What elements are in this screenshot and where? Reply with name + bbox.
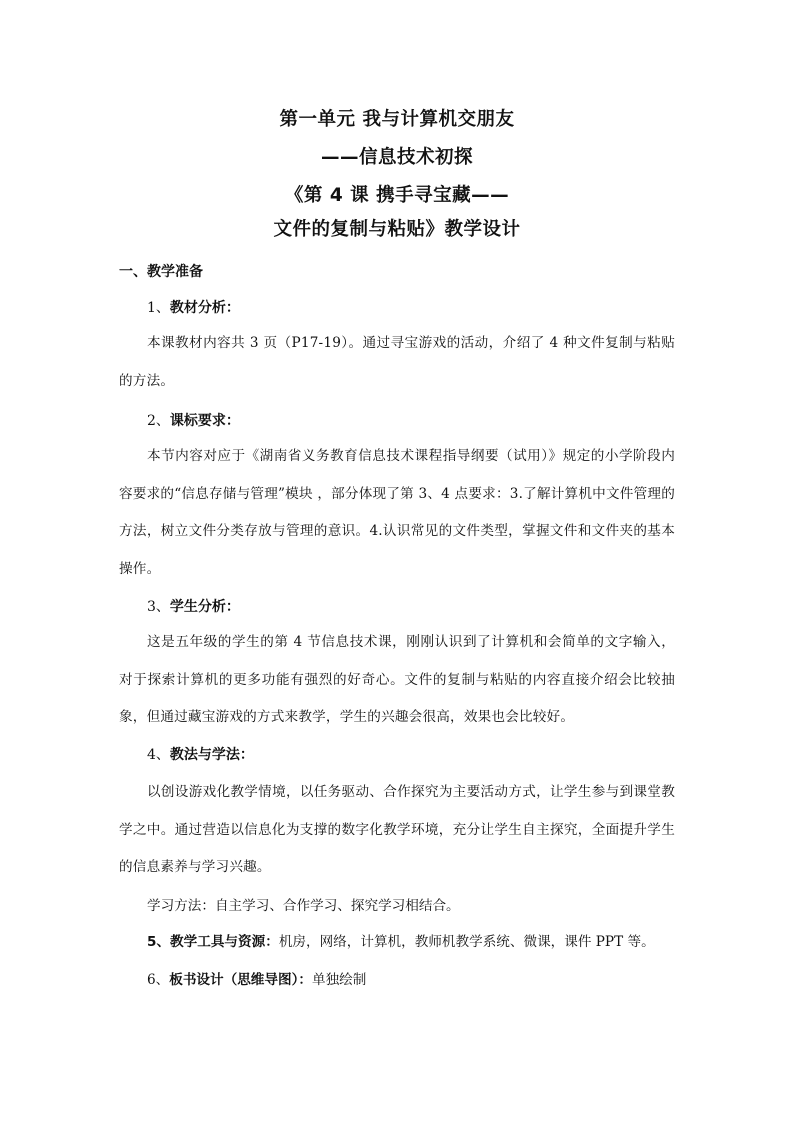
teaching-tools-line [147, 932, 655, 952]
subheading-student-analysis [147, 597, 240, 617]
paragraph-curriculum-requirements: 本节内容对应于《湖南省义务教育信息技术课程指导纲要（试用）》规定的小学阶段内容要求的“信息存储与管理”模块 ，部分体现了第 3、4 点要求：3.了解计算机中文件管理的方法，树立文件分类存放与管理的意识。4.认识常见的文件类型，掌握文件和文件夹的基本操作。 [119, 448, 675, 577]
section-heading-teaching-preparation: 一、教学准备 [119, 264, 203, 280]
board-design-line [147, 970, 366, 990]
study-methods-line: 学习方法：自主学习、合作学习、探究学习相结合。 [147, 898, 460, 914]
board-design-label: 板书设计（思维导图）： [169, 972, 312, 988]
document-title-line-4: 文件的复制与粘贴》教学设计 [273, 219, 521, 240]
paragraph-student-analysis: 这是五年级的学生的第 4 节信息技术课，刚刚认识到了计算机和会简单的文字输入，对于探索计算机的更多功能有强烈的好奇心。文件的复制与粘贴的内容直接介绍会比较抽象，但通过藏宝游戏的方式来教学，学生的兴趣会很高，效果也会比较好。 [119, 634, 675, 725]
document-title-line-2: ——信息技术初探 [320, 147, 473, 168]
board-design-number: 6、 [147, 972, 170, 988]
subheading-textbook-analysis [147, 298, 240, 318]
paragraph-textbook-analysis: 本课教材内容共 3 页（P17-19）。通过寻宝游戏的活动，介绍了 4 种文件复制与粘贴的方法。 [119, 335, 675, 389]
subheading-number: 3、 [147, 599, 170, 615]
teaching-tools-label: 5、教学工具与资源： [147, 934, 279, 950]
board-design-text: 单独绘制 [311, 972, 367, 988]
subheading-label: 教法与学法： [169, 747, 254, 763]
document-title-line-1: 第一单元 我与计算机交朋友 [279, 109, 515, 130]
subheading-label: 教材分析： [169, 300, 240, 316]
teaching-tools-text: 机房，网络，计算机，教师机教学系统、微课，课件 PPT 等。 [278, 934, 655, 950]
subheading-label: 课标要求： [169, 413, 240, 429]
subheading-curriculum-requirements [147, 411, 240, 431]
document-title-line-3: 《第 4 课 携手寻宝藏—— [284, 185, 510, 206]
subheading-teaching-methods [147, 745, 254, 765]
subheading-number: 1、 [147, 300, 170, 316]
paragraph-teaching-methods: 以创设游戏化教学情境，以任务驱动、合作探究为主要活动方式，让学生参与到课堂教学之中。通过营造以信息化为支撑的数字化教学环境，充分让学生自主探究，全面提升学生的信息素养与学习兴趣。 [119, 784, 675, 875]
subheading-label: 学生分析： [169, 599, 240, 615]
subheading-number: 2、 [147, 413, 170, 429]
subheading-number: 4、 [147, 747, 170, 763]
